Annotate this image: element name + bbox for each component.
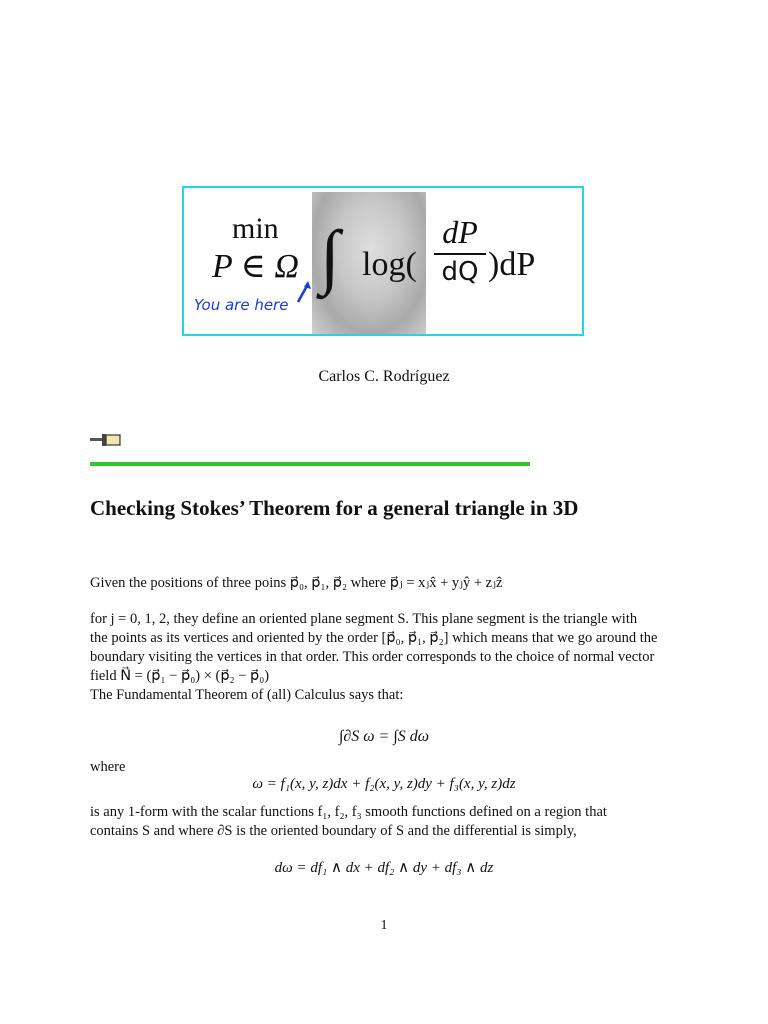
formula-tail: )dP <box>488 246 536 283</box>
intro-paragraph: Given the positions of three poins p⃗₀, p⃗₁, p⃗₂ where p⃗ⱼ = xⱼx̂ + yⱼŷ + zⱼẑ <box>90 575 503 591</box>
header-banner <box>182 186 584 336</box>
section-divider <box>90 462 530 466</box>
arrow-icon <box>296 280 312 304</box>
definition-paragraph <box>90 610 690 705</box>
page-number: 1 <box>380 918 388 933</box>
formula-fraction <box>434 214 486 287</box>
fraction-bar <box>434 253 486 255</box>
author-name: Carlos C. Rodríguez <box>318 368 450 385</box>
differential-equation: dω = df₁ ∧ dx + df₂ ∧ dy + df₃ ∧ dz <box>274 860 494 876</box>
text-line: for j = 0, 1, 2, they define an oriented plane segment S. This plane segment is the triangle with <box>90 611 638 627</box>
text-line: the points as its vertices and oriented by the order [p⃗₀, p⃗₁, p⃗₂] which means that we go around the <box>90 630 658 646</box>
formula-min: min <box>232 212 279 245</box>
text-line: boundary visiting the vertices in that order. This order corresponds to the choice of normal vector <box>90 649 655 665</box>
you-are-here-label: You are here <box>194 296 289 314</box>
formula-log: log( <box>362 246 417 283</box>
explanation-paragraph <box>90 803 690 841</box>
one-form-equation: ω = f₁(x, y, z)dx + f₂(x, y, z)dy + f₃(x, y, z)dz <box>252 776 516 792</box>
pushpin-icon[interactable] <box>90 432 122 448</box>
formula-integral: ∫ <box>320 216 340 296</box>
text-line: is any 1-form with the scalar functions f₁, f₂, f₃ smooth functions defined on a region that <box>90 804 607 820</box>
stokes-equation: ∫∂S ω = ∫S dω <box>338 728 430 745</box>
where-label: where <box>90 759 126 775</box>
fraction-denominator: dQ <box>441 257 479 287</box>
text-line: field N⃗ = (p⃗₁ − p⃗₀) × (p⃗₂ − p⃗₀) <box>90 668 270 684</box>
fraction-numerator: dP <box>442 214 478 250</box>
text-line: The Fundamental Theorem of (all) Calculus says that: <box>90 687 404 703</box>
section-title: Checking Stokes’ Theorem for a general triangle in 3D <box>90 496 579 520</box>
formula-p-in-omega: P ∈ Ω <box>212 248 299 285</box>
text-line: contains S and where ∂S is the oriented boundary of S and the differential is simply, <box>90 823 577 839</box>
